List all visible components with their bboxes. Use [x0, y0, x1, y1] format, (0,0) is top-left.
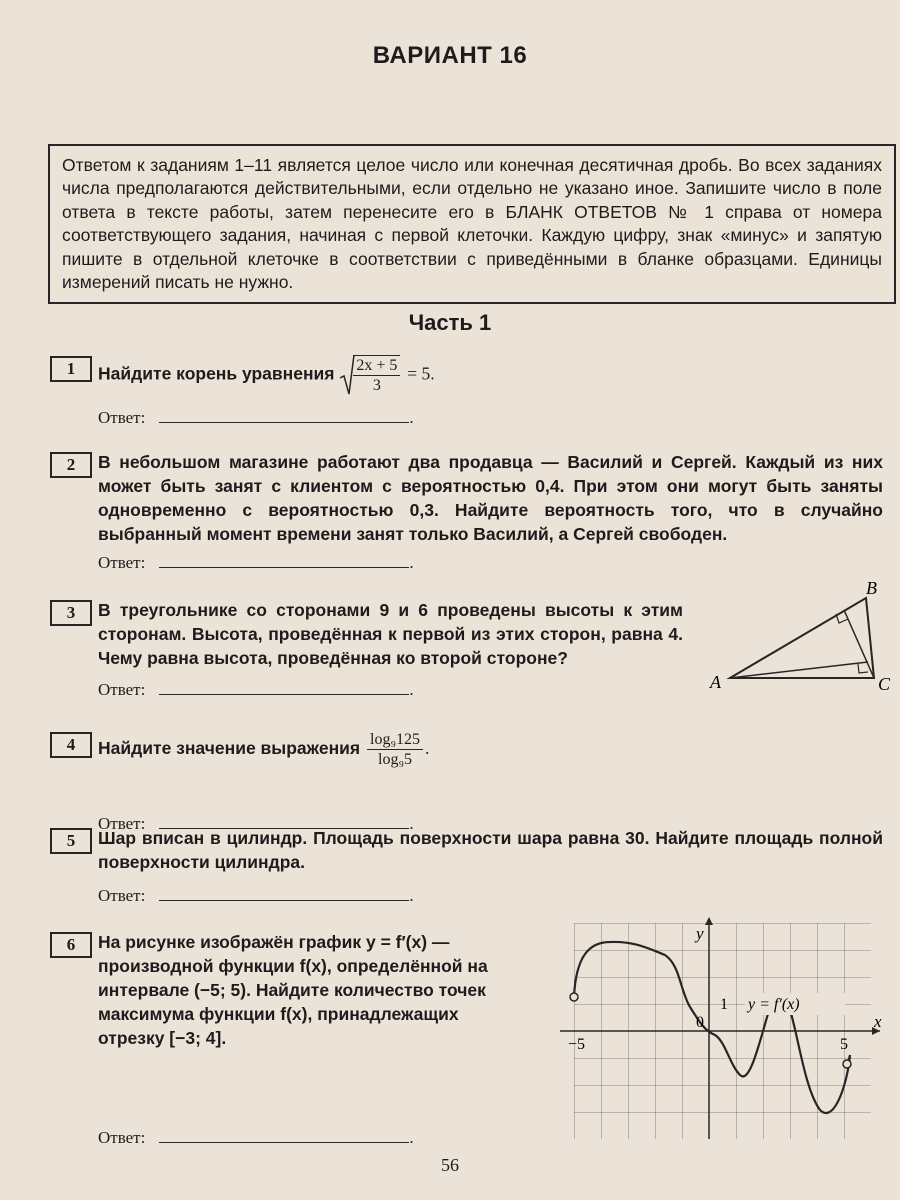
task-text: Шар вписан в цилиндр. Площадь поверхности шара равна 30. Найдите площадь полной поверхности цилиндра.: [98, 828, 883, 872]
origin-label: 0: [696, 1014, 704, 1031]
task-1-prompt: Найдите корень уравнения: [98, 363, 335, 384]
answer-field[interactable]: [159, 1126, 409, 1143]
instructions-box: [48, 144, 896, 304]
answer-label: Ответ:: [98, 886, 146, 905]
task-text: [98, 730, 883, 769]
denominator: 3: [372, 377, 381, 394]
unit-label: 1: [720, 996, 728, 1013]
answer-label: Ответ:: [98, 408, 146, 427]
curve-label: y = f′(x): [748, 996, 800, 1013]
x-label-neg5: −5: [568, 1036, 586, 1053]
vertex-a-label: A: [710, 672, 721, 690]
answer-field[interactable]: [159, 406, 409, 423]
derivative-graph: [550, 915, 890, 1145]
task-number: 4: [50, 732, 92, 758]
fraction: [367, 730, 423, 769]
open-endpoint-right: [843, 1060, 851, 1068]
triangle-figure: [700, 578, 890, 690]
numerator: log₉125: [367, 730, 423, 750]
vertex-c-label: C: [878, 674, 890, 690]
answer-row: Ответ: .: [98, 680, 414, 699]
vertex-b-label: B: [866, 578, 877, 598]
sqrt-expression: [339, 354, 402, 396]
answer-row: Ответ: .: [98, 814, 414, 833]
task-text: На рисунке изображён график y = f′(x) — производной функции f(x), определённой на интервале (−5; 5). Найдите количество точек максимума функции f(x), принадлежащих отрезку [−3; 4].: [98, 932, 488, 1048]
denominator: log₉5: [378, 751, 413, 768]
part-title: Часть 1: [408, 310, 492, 335]
altitude-a: [730, 662, 868, 678]
y-axis-label: y: [696, 924, 704, 943]
task-text: В небольшом магазине работают два продавца — Василий и Сергей. Каждый из них может быть занят с клиентом с вероятностью 0,4. При этом они могут быть заняты одновременно с вероятностью 0,3. Найдите вероятность того, что в случайно выбранный момент времени занят только Василий, а Сергей свободен.: [98, 452, 883, 544]
task-text: [98, 354, 883, 396]
x-label-5: 5: [840, 1036, 848, 1053]
answer-field[interactable]: [159, 678, 409, 695]
answer-label: Ответ:: [98, 1128, 146, 1147]
task-text: В треугольнике со сторонами 9 и 6 проведены высоты к этим сторонам. Высота, проведённая к первой из этих сторон, равна 4. Чему равна высота, проведённая ко второй стороне?: [98, 600, 683, 668]
answer-row: Ответ: .: [98, 1128, 414, 1147]
answer-label: Ответ:: [98, 680, 146, 699]
task-4-prompt: Найдите значение выражения: [98, 738, 361, 759]
equation-tail: = 5.: [407, 363, 435, 384]
instructions-text: Ответом к заданиям 1–11 является целое число или конечная десятичная дробь. Во всех заданиях числа предполагаются действительными, если отдельно не указано иное. Запишите число в поле ответа в тексте работы, затем перенесите его в БЛАНК ОТВЕТОВ № 1 справа от номера соответствующего задания, начиная с первой клеточки. Каждую цифру, знак «минус» и запятую пишите в отдельной клеточке в соответствии с приведёнными в бланке образцами. Единицы измерений писать не нужно.: [62, 155, 882, 293]
answer-label: Ответ:: [98, 553, 146, 572]
answer-label: Ответ:: [98, 814, 146, 833]
answer-field[interactable]: [159, 884, 409, 901]
answer-row: Ответ: .: [98, 553, 414, 572]
page-number: 56: [441, 1155, 459, 1175]
variant-title: ВАРИАНТ 16: [372, 42, 528, 69]
x-axis-label: x: [874, 1012, 882, 1031]
task-number: 1: [50, 356, 92, 382]
task-number: 6: [50, 932, 92, 958]
numerator: 2x + 5: [353, 356, 400, 376]
fraction: [353, 355, 400, 395]
task-number: 2: [50, 452, 92, 478]
task-number: 3: [50, 600, 92, 626]
answer-field[interactable]: [159, 551, 409, 568]
open-endpoint-left: [570, 993, 578, 1001]
answer-row: Ответ: .: [98, 408, 414, 427]
task-number: 5: [50, 828, 92, 854]
expression-tail: .: [425, 738, 430, 759]
answer-row: Ответ: .: [98, 886, 414, 905]
